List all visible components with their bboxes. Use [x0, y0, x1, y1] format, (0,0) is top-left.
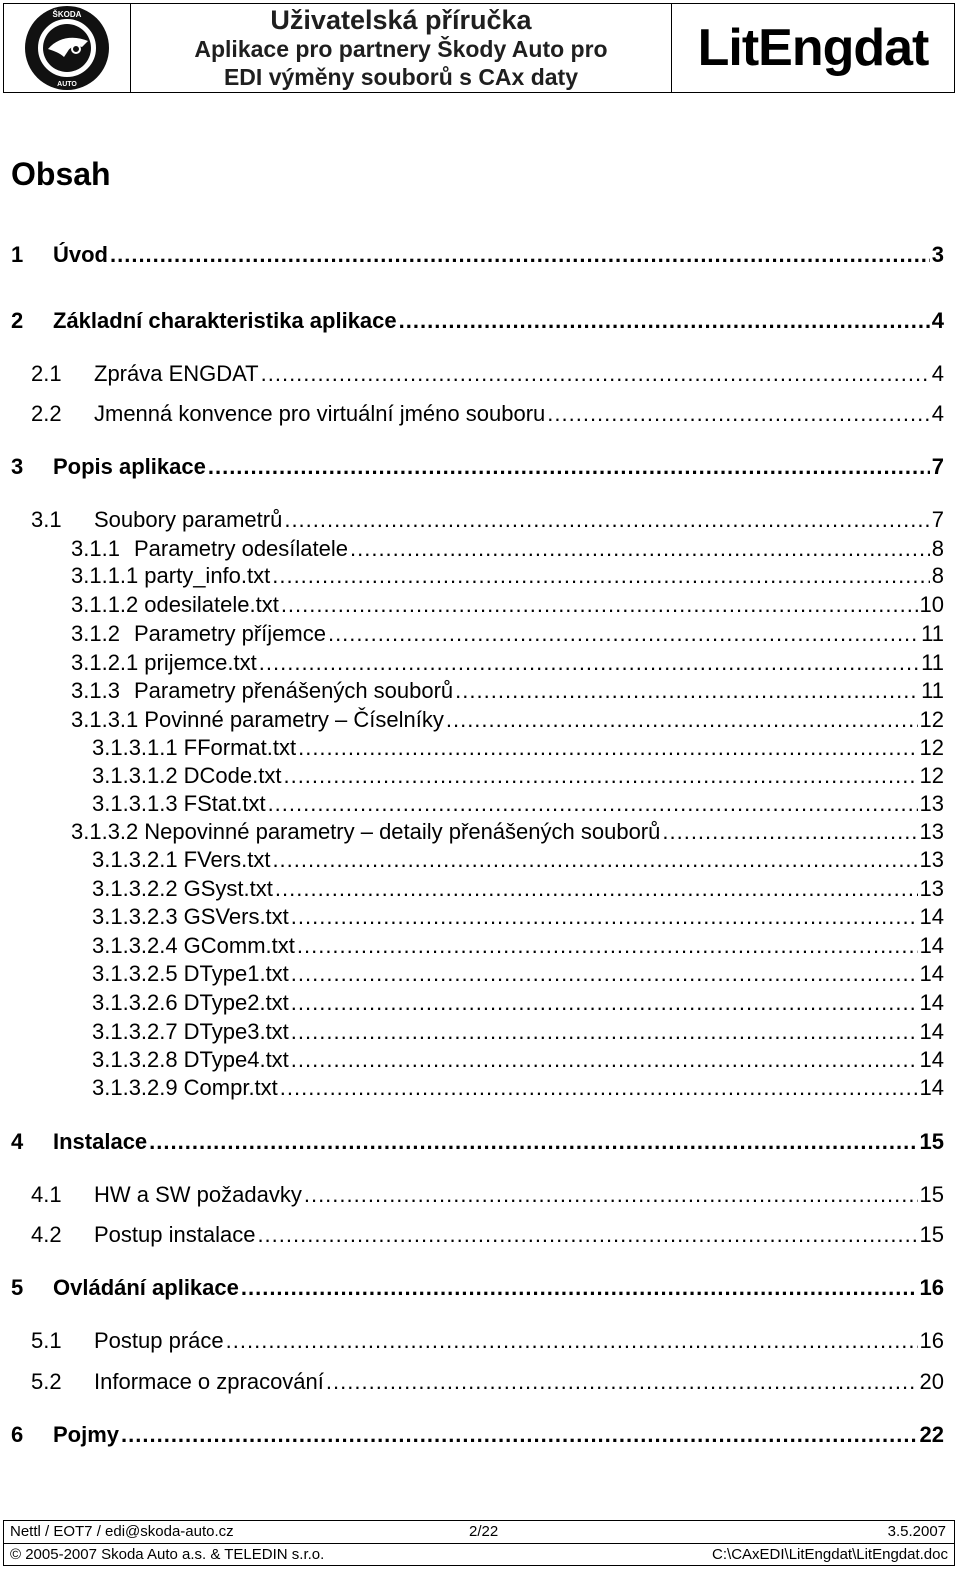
toc-entry[interactable]: [71, 536, 944, 562]
toc-entry-page: 4: [931, 308, 944, 333]
toc-entry-page: 20: [919, 1369, 944, 1394]
toc-entry[interactable]: [11, 1422, 944, 1448]
toc-entry-page: 15: [919, 1182, 944, 1207]
toc-entry-label: Úvod: [53, 242, 108, 267]
toc-leader-dots: [328, 621, 919, 647]
toc-leader-dots: [298, 735, 917, 761]
toc-leader-dots: [275, 876, 918, 902]
toc-entry-number: 3.1.3.1.3: [92, 791, 178, 816]
toc-entry-page: 12: [919, 707, 944, 732]
footer-path: C:\CAxEDI\LitEngdat\LitEngdat.doc: [712, 1546, 948, 1563]
toc-entry-number: 2: [11, 308, 24, 333]
toc-entry[interactable]: [92, 847, 944, 873]
toc-entry-number: 4.2: [31, 1222, 62, 1247]
toc-entry-number: 4.1: [31, 1182, 62, 1207]
toc-entry-label: Pojmy: [53, 1422, 120, 1447]
toc-leader-dots: [446, 707, 918, 733]
toc-entry-page: 3: [931, 242, 944, 267]
toc-entry-number: 3.1.1.2: [71, 592, 139, 617]
toc-entry-label: GComm.txt: [183, 933, 295, 958]
toc-entry-page: 10: [919, 592, 944, 617]
toc-entry[interactable]: [71, 563, 944, 589]
toc-entry-number: 5: [11, 1275, 24, 1300]
toc-leader-dots: [257, 1222, 917, 1248]
toc-entry-number: 3.1.2: [71, 621, 120, 646]
toc-heading: Obsah: [11, 156, 111, 192]
toc-leader-dots: [259, 650, 919, 676]
toc-entry[interactable]: [92, 1047, 944, 1073]
toc-entry-page: 11: [921, 650, 944, 675]
toc-leader-dots: [226, 1328, 918, 1354]
toc-entry-label: Ovládání aplikace: [53, 1275, 239, 1300]
toc-entry-page: 7: [931, 454, 944, 479]
toc-leader-dots: [291, 961, 918, 987]
toc-entry[interactable]: [92, 990, 944, 1016]
toc-entry-number: 3.1.3.2.9: [92, 1075, 178, 1100]
toc-entry[interactable]: [11, 454, 944, 480]
toc-entry-label: Instalace: [53, 1129, 148, 1154]
toc-entry-number: 4: [11, 1129, 24, 1154]
toc-entry[interactable]: [92, 763, 944, 789]
toc-entry-label: DType3.txt: [183, 1019, 289, 1044]
toc-leader-dots: [399, 308, 930, 334]
toc-entry-label: GSVers.txt: [183, 904, 289, 929]
toc-entry-page: 12: [919, 763, 944, 788]
toc-leader-dots: [283, 763, 917, 789]
toc-entry[interactable]: [11, 308, 944, 334]
svg-text:AUTO: AUTO: [57, 81, 77, 88]
toc-entry-label: Zpráva ENGDAT: [94, 361, 259, 386]
toc-entry-label: Popis aplikace: [53, 454, 206, 479]
toc-entry[interactable]: [71, 650, 944, 676]
toc-entry-number: 6: [11, 1422, 24, 1447]
toc-entry-number: 2.1: [31, 361, 62, 386]
toc-entry-label: DCode.txt: [183, 763, 282, 788]
toc-leader-dots: [350, 536, 930, 562]
toc-entry[interactable]: [71, 678, 944, 704]
toc-entry-number: 3: [11, 454, 24, 479]
toc-leader-dots: [268, 791, 918, 817]
toc-entry-label: Parametry přenášených souborů: [134, 678, 454, 703]
footer-author: Nettl / EOT7 / edi@skoda-auto.cz: [10, 1523, 234, 1540]
toc-entry-label: DType2.txt: [183, 990, 289, 1015]
toc-entry-number: 3.1.3.2.1: [92, 847, 178, 872]
toc-entry-number: 2.2: [31, 401, 62, 426]
toc-entry-label: prijemce.txt: [144, 650, 257, 675]
toc-entry-label: Povinné parametry – Číselníky: [144, 707, 444, 732]
toc-entry-number: 3.1.3.2.3: [92, 904, 178, 929]
toc-entry[interactable]: [31, 401, 944, 427]
toc-entry-label: odesilatele.txt: [144, 592, 279, 617]
toc-entry[interactable]: [92, 1075, 944, 1101]
toc-entry-page: 15: [919, 1222, 944, 1247]
toc-entry-page: 15: [919, 1129, 944, 1154]
toc-entry-page: 13: [919, 847, 944, 872]
toc-leader-dots: [208, 454, 930, 480]
toc-entry[interactable]: [92, 876, 944, 902]
toc-entry-label: Compr.txt: [183, 1075, 278, 1100]
toc-entry[interactable]: [71, 592, 944, 618]
toc-entry-page: 13: [919, 876, 944, 901]
toc-entry[interactable]: [11, 1275, 944, 1301]
toc-entry-label: HW a SW požadavky: [94, 1182, 302, 1207]
toc-entry-number: 3.1.3.1.2: [92, 763, 178, 788]
toc-leader-dots: [121, 1422, 917, 1448]
toc-entry-label: Nepovinné parametry – detaily přenášených souborů: [144, 819, 661, 844]
toc-entry-number: 3.1.3.2: [71, 819, 139, 844]
toc-entry-page: 8: [931, 536, 944, 561]
svg-text:ŠKODA: ŠKODA: [52, 10, 82, 19]
toc-entry[interactable]: [71, 819, 944, 845]
toc-entry-label: Základní charakteristika aplikace: [53, 308, 397, 333]
toc-entry-page: 4: [931, 361, 944, 386]
toc-entry-label: Parametry odesílatele: [134, 536, 348, 561]
toc-entry-page: 11: [921, 621, 944, 646]
toc-entry-label: party_info.txt: [144, 563, 271, 588]
toc-entry-page: 13: [919, 819, 944, 844]
toc-leader-dots: [304, 1182, 918, 1208]
toc-entry-number: 1: [11, 242, 24, 267]
toc-leader-dots: [297, 933, 918, 959]
toc-entry-page: 11: [921, 678, 944, 703]
toc-entry-label: FVers.txt: [183, 847, 271, 872]
toc-entry[interactable]: [31, 1369, 944, 1395]
footer-date: 3.5.2007: [887, 1523, 946, 1540]
toc-entry-number: 3.1.3.2.2: [92, 876, 178, 901]
toc-leader-dots: [272, 847, 917, 873]
title-line-3: EDI výměny souborů s CAx daty: [223, 64, 579, 90]
toc-entry-number: 3.1.3: [71, 678, 120, 703]
toc-entry-number: 3.1.3.2.4: [92, 933, 178, 958]
toc-entry-number: 5.2: [31, 1369, 62, 1394]
toc-leader-dots: [547, 401, 929, 427]
toc-entry-page: 14: [919, 1075, 944, 1100]
toc-entry[interactable]: [31, 1328, 944, 1354]
skoda-logo-icon: [24, 5, 110, 91]
toc-entry-page: 14: [919, 990, 944, 1015]
toc-leader-dots: [291, 904, 918, 930]
toc-leader-dots: [149, 1129, 917, 1155]
toc-entry-label: GSyst.txt: [183, 876, 273, 901]
toc-leader-dots: [291, 990, 918, 1016]
toc-entry[interactable]: [11, 242, 944, 268]
toc-entry[interactable]: [92, 904, 944, 930]
page-footer: [3, 1520, 955, 1566]
footer-page: 2/22: [469, 1523, 499, 1540]
toc-entry-label: Parametry příjemce: [134, 621, 326, 646]
toc-leader-dots: [662, 819, 917, 845]
toc-entry[interactable]: [92, 1019, 944, 1045]
toc-leader-dots: [280, 1075, 918, 1101]
toc-leader-dots: [241, 1275, 918, 1301]
footer-copyright: © 2005-2007 Skoda Auto a.s. & TELEDIN s.r.o.: [10, 1546, 325, 1563]
toc-entry-number: 5.1: [31, 1328, 62, 1353]
toc-entry[interactable]: [92, 933, 944, 959]
toc-entry-page: 22: [919, 1422, 944, 1447]
toc-entry-page: 12: [919, 735, 944, 760]
toc-entry-label: Jmenná konvence pro virtuální jméno souboru: [94, 401, 546, 426]
toc-entry-page: 16: [919, 1275, 944, 1300]
toc-leader-dots: [455, 678, 919, 704]
toc-entry-number: 3.1.1.1: [71, 563, 139, 588]
toc-entry-label: Soubory parametrů: [94, 507, 283, 532]
toc-entry-label: Postup práce: [94, 1328, 224, 1353]
toc-entry-label: DType4.txt: [183, 1047, 289, 1072]
toc-entry-number: 3.1: [31, 507, 62, 532]
toc-entry-page: 4: [931, 401, 944, 426]
toc-entry-label: Informace o zpracování: [94, 1369, 324, 1394]
toc-entry[interactable]: [92, 961, 944, 987]
toc-entry-page: 14: [919, 933, 944, 958]
toc-entry-page: 14: [919, 1047, 944, 1072]
toc-entry[interactable]: [71, 707, 944, 733]
toc-entry[interactable]: [31, 1222, 944, 1248]
toc-leader-dots: [261, 361, 930, 387]
toc-entry-page: 13: [919, 791, 944, 816]
toc-entry[interactable]: [92, 791, 944, 817]
toc-entry[interactable]: [31, 1182, 944, 1208]
toc-entry-number: 3.1.3.1: [71, 707, 139, 732]
toc-entry-number: 3.1.3.2.5: [92, 961, 178, 986]
page-header: [3, 3, 955, 93]
toc-entry-page: 14: [919, 1019, 944, 1044]
title-line-1: Uživatelská příručka: [270, 5, 532, 35]
skoda-logo: [4, 4, 131, 92]
toc-entry-number: 3.1.1: [71, 536, 120, 561]
toc-leader-dots: [291, 1019, 918, 1045]
toc-entry-page: 14: [919, 904, 944, 929]
toc-entry[interactable]: [92, 735, 944, 761]
product-name: LitEngdat: [697, 19, 929, 77]
toc-entry-label: FFormat.txt: [183, 735, 297, 760]
toc-entry-number: 3.1.3.2.8: [92, 1047, 178, 1072]
toc-entry[interactable]: [31, 361, 944, 387]
toc-entry-label: Postup instalace: [94, 1222, 256, 1247]
toc-leader-dots: [284, 507, 929, 533]
header-title: [131, 4, 672, 92]
toc-entry[interactable]: [11, 1129, 944, 1155]
toc-entry[interactable]: [31, 507, 944, 533]
toc-leader-dots: [281, 592, 918, 618]
toc-leader-dots: [291, 1047, 918, 1073]
toc-leader-dots: [110, 242, 930, 268]
toc-entry-label: DType1.txt: [183, 961, 289, 986]
toc-entry-label: FStat.txt: [183, 791, 266, 816]
toc-entry-number: 3.1.3.1.1: [92, 735, 178, 760]
toc-entry-page: 14: [919, 961, 944, 986]
toc-entry-page: 7: [931, 507, 944, 532]
toc-entry[interactable]: [71, 621, 944, 647]
toc-leader-dots: [272, 563, 930, 589]
toc-entry-number: 3.1.3.2.6: [92, 990, 178, 1015]
toc-entry-number: 3.1.2.1: [71, 650, 139, 675]
toc-entry-page: 16: [919, 1328, 944, 1353]
toc-entry-page: 8: [931, 563, 944, 588]
toc-leader-dots: [326, 1369, 918, 1395]
title-line-2: Aplikace pro partnery Škody Auto pro: [194, 36, 608, 62]
toc-entry-number: 3.1.3.2.7: [92, 1019, 178, 1044]
